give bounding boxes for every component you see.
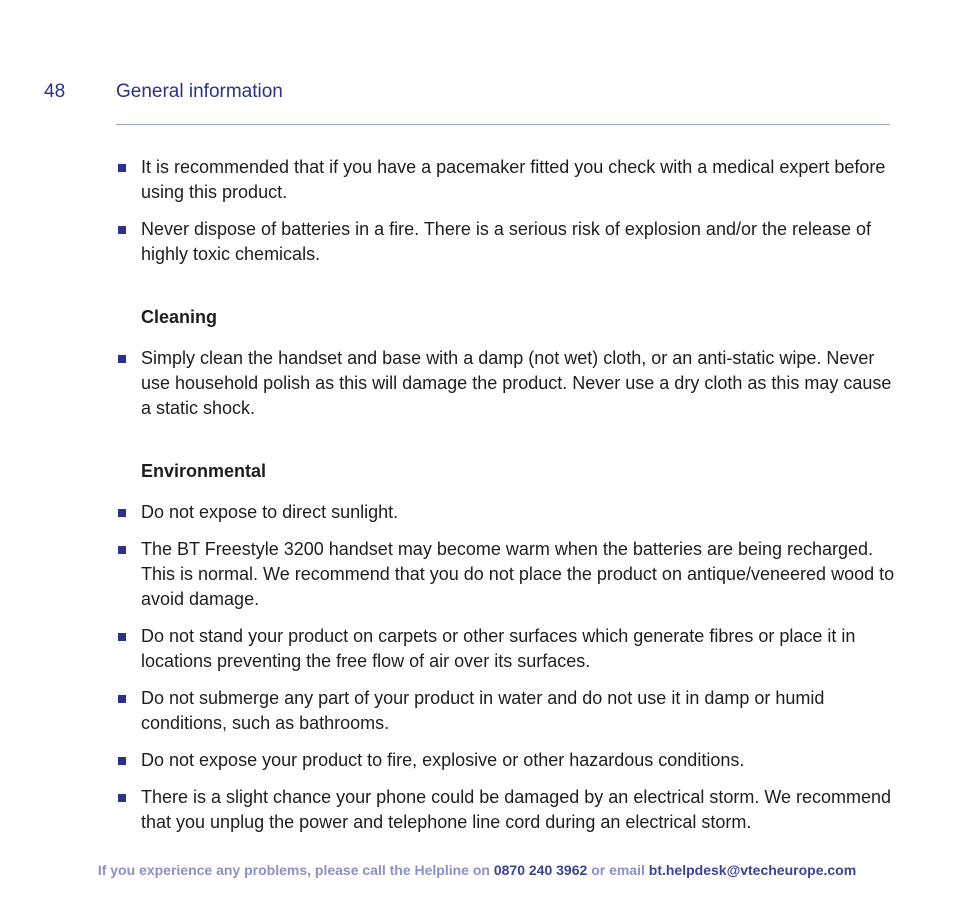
list-item [116,785,896,835]
helpline-phone-number: 0870 240 3962 [493,862,588,878]
cleaning-heading: Cleaning [141,307,218,327]
list-item [116,346,896,421]
safety-bullet-list [116,155,896,267]
list-item [116,748,896,773]
helpline-footer [0,862,954,878]
square-bullet-icon [118,509,126,517]
helpdesk-email-link[interactable]: bt.helpdesk@vtecheurope.com [648,862,857,878]
page-number: 48 [44,81,66,102]
square-bullet-icon [118,633,126,641]
bullet-text: It is recommended that if you have a pacemaker fitted you check with a medical expert before using this product. [141,157,886,202]
square-bullet-icon [118,695,126,703]
environmental-heading: Environmental [141,461,267,481]
cleaning-bullet-list [116,346,896,421]
list-item [116,155,896,205]
bullet-text: Simply clean the handset and base with a damp (not wet) cloth, or an anti-static wipe. Never use household polish as this will damage the product. Never use a dry cloth as this may cause a static shock. [141,348,892,418]
bullet-text: Do not expose your product to fire, explosive or other hazardous conditions. [141,750,745,770]
section-title: General information [116,81,283,102]
bullet-text: The BT Freestyle 3200 handset may become warm when the batteries are being recharged. This is normal. We recommend that you do not place the product on antique/veneered wood to avoid damage. [141,539,895,609]
square-bullet-icon [118,226,126,234]
square-bullet-icon [118,355,126,363]
square-bullet-icon [118,546,126,554]
bullet-text: Never dispose of batteries in a fire. There is a serious risk of explosion and/or the release of highly toxic chemicals. [141,219,872,264]
bullet-text: Do not expose to direct sunlight. [141,502,399,522]
list-item [116,537,896,612]
environmental-bullet-list [116,500,896,835]
bullet-text: Do not stand your product on carpets or other surfaces which generate fibres or place it in locations preventing the free flow of air over its surfaces. [141,626,856,671]
list-item [116,686,896,736]
square-bullet-icon [118,757,126,765]
square-bullet-icon [118,164,126,172]
list-item [116,217,896,267]
header-divider [116,124,890,125]
square-bullet-icon [118,794,126,802]
footer-text: or email [591,862,645,878]
list-item [116,624,896,674]
footer-text: If you experience any problems, please call the Helpline on [97,862,490,878]
page-content [116,155,896,847]
bullet-text: There is a slight chance your phone could be damaged by an electrical storm. We recommend that you unplug the power and telephone line cord during an electrical storm. [141,787,892,832]
list-item [116,500,896,525]
bullet-text: Do not submerge any part of your product in water and do not use it in damp or humid conditions, such as bathrooms. [141,688,825,733]
